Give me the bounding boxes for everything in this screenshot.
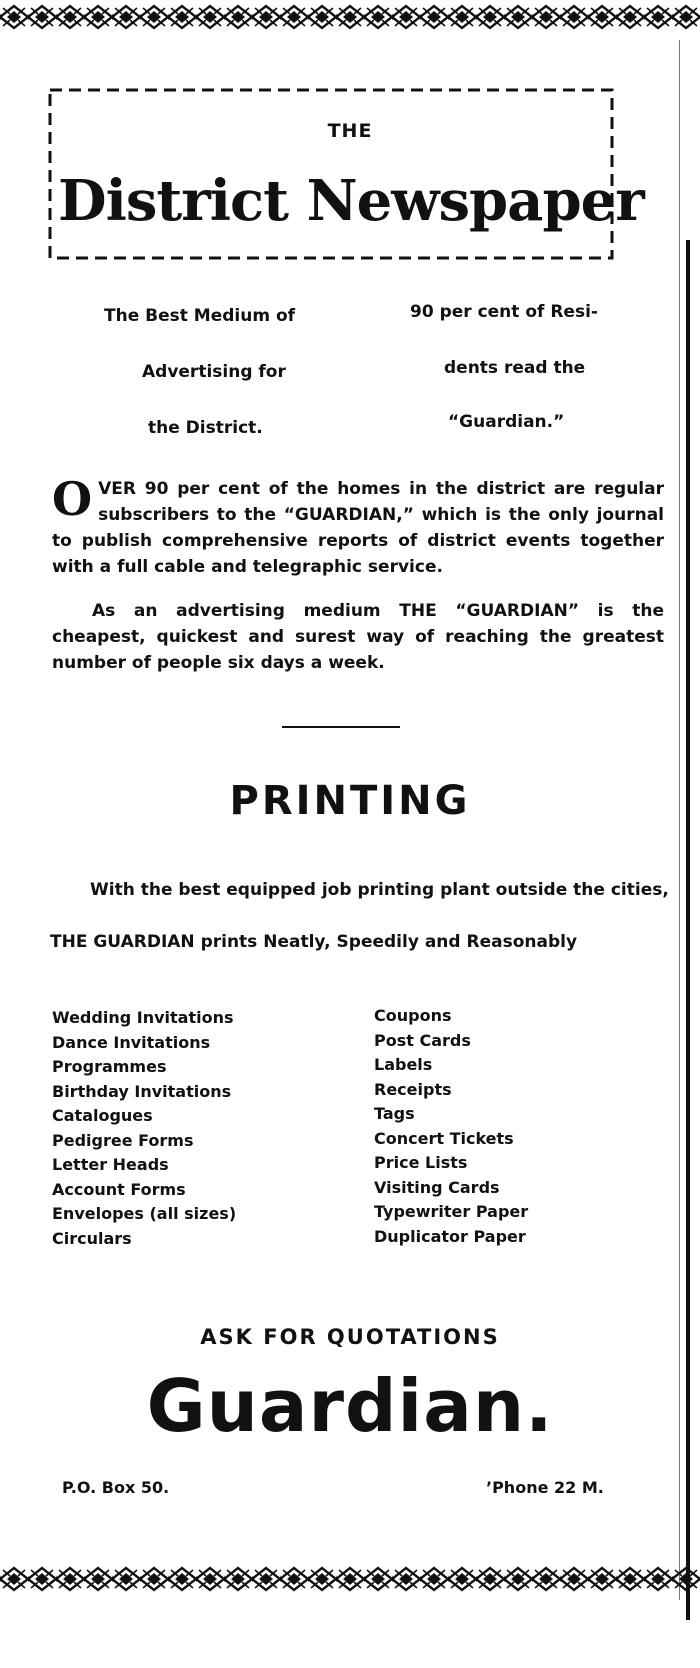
ornamental-border-bottom: [0, 1562, 700, 1596]
list-item: Wedding Invitations: [52, 1008, 234, 1027]
list-item: Labels: [374, 1055, 433, 1074]
drop-cap: O: [52, 472, 93, 526]
list-item: Typewriter Paper: [374, 1202, 529, 1221]
list-item: Concert Tickets: [374, 1128, 514, 1148]
printing-line-1: With the best equipped job printing plant outside the cities,: [90, 880, 669, 900]
list-item: Account Forms: [52, 1179, 186, 1199]
list-item: Price Lists: [374, 1153, 468, 1172]
ask-for-quotations: ASK FOR QUOTATIONS: [200, 1325, 500, 1349]
list-item: Letter Heads: [52, 1155, 169, 1174]
list-item: Birthday Invitations: [52, 1081, 232, 1101]
ornament-pattern-top: [0, 0, 700, 34]
tagline-right-line-3: “Guardian.”: [448, 412, 565, 432]
section-divider: [282, 726, 400, 728]
list-item: Catalogues: [52, 1106, 153, 1125]
ornament-pattern-bottom: [0, 1562, 700, 1596]
list-item: Coupons: [374, 1006, 452, 1025]
tagline-left-line-1: The Best Medium of: [104, 306, 296, 326]
po-box: P.O. Box 50.: [62, 1478, 170, 1497]
services-list-left: [52, 1006, 236, 1251]
list-item: Receipts: [374, 1079, 452, 1099]
tagline-left-line-3: the District.: [148, 418, 263, 438]
printing-heading: PRINTING: [229, 778, 471, 824]
list-item: Dance Invitations: [52, 1032, 211, 1052]
subscribers-paragraph: [52, 472, 664, 580]
tagline-left-line-2: Advertising for: [142, 362, 286, 382]
subscribers-paragraph-text: VER 90 per cent of the homes in the district are regular subscribers to the “GUARDIAN,” which is the only journal to publish comprehensive reports of district events together with a full cable and telegraphic service.: [52, 479, 664, 577]
list-item: Programmes: [52, 1057, 167, 1076]
list-item: Post Cards: [374, 1030, 471, 1050]
brand-logo-text: Guardian.: [146, 1364, 554, 1448]
list-item: Pedigree Forms: [52, 1130, 194, 1150]
printing-line-2: THE GUARDIAN prints Neatly, Speedily and Reasonably: [50, 932, 578, 952]
services-list-right: [374, 1004, 528, 1249]
tagline-right-line-1: 90 per cent of Resi-: [410, 302, 598, 322]
ornamental-border-top: [0, 0, 700, 34]
advertising-paragraph: As an advertising medium THE “GUARDIAN” is the cheapest, quickest and surest way of reaching the greatest number of people six days a week.: [52, 601, 664, 673]
masthead-title: District Newspaper: [58, 168, 644, 234]
list-item: Duplicator Paper: [374, 1226, 526, 1246]
list-item: Visiting Cards: [374, 1177, 500, 1197]
phone-number: ’Phone 22 M.: [486, 1478, 604, 1497]
list-item: Tags: [374, 1104, 415, 1123]
list-item: Circulars: [52, 1228, 132, 1248]
list-item: Envelopes (all sizes): [52, 1204, 237, 1223]
tagline-right-line-2: dents read the: [444, 358, 586, 378]
masthead-kicker: THE: [327, 120, 373, 142]
